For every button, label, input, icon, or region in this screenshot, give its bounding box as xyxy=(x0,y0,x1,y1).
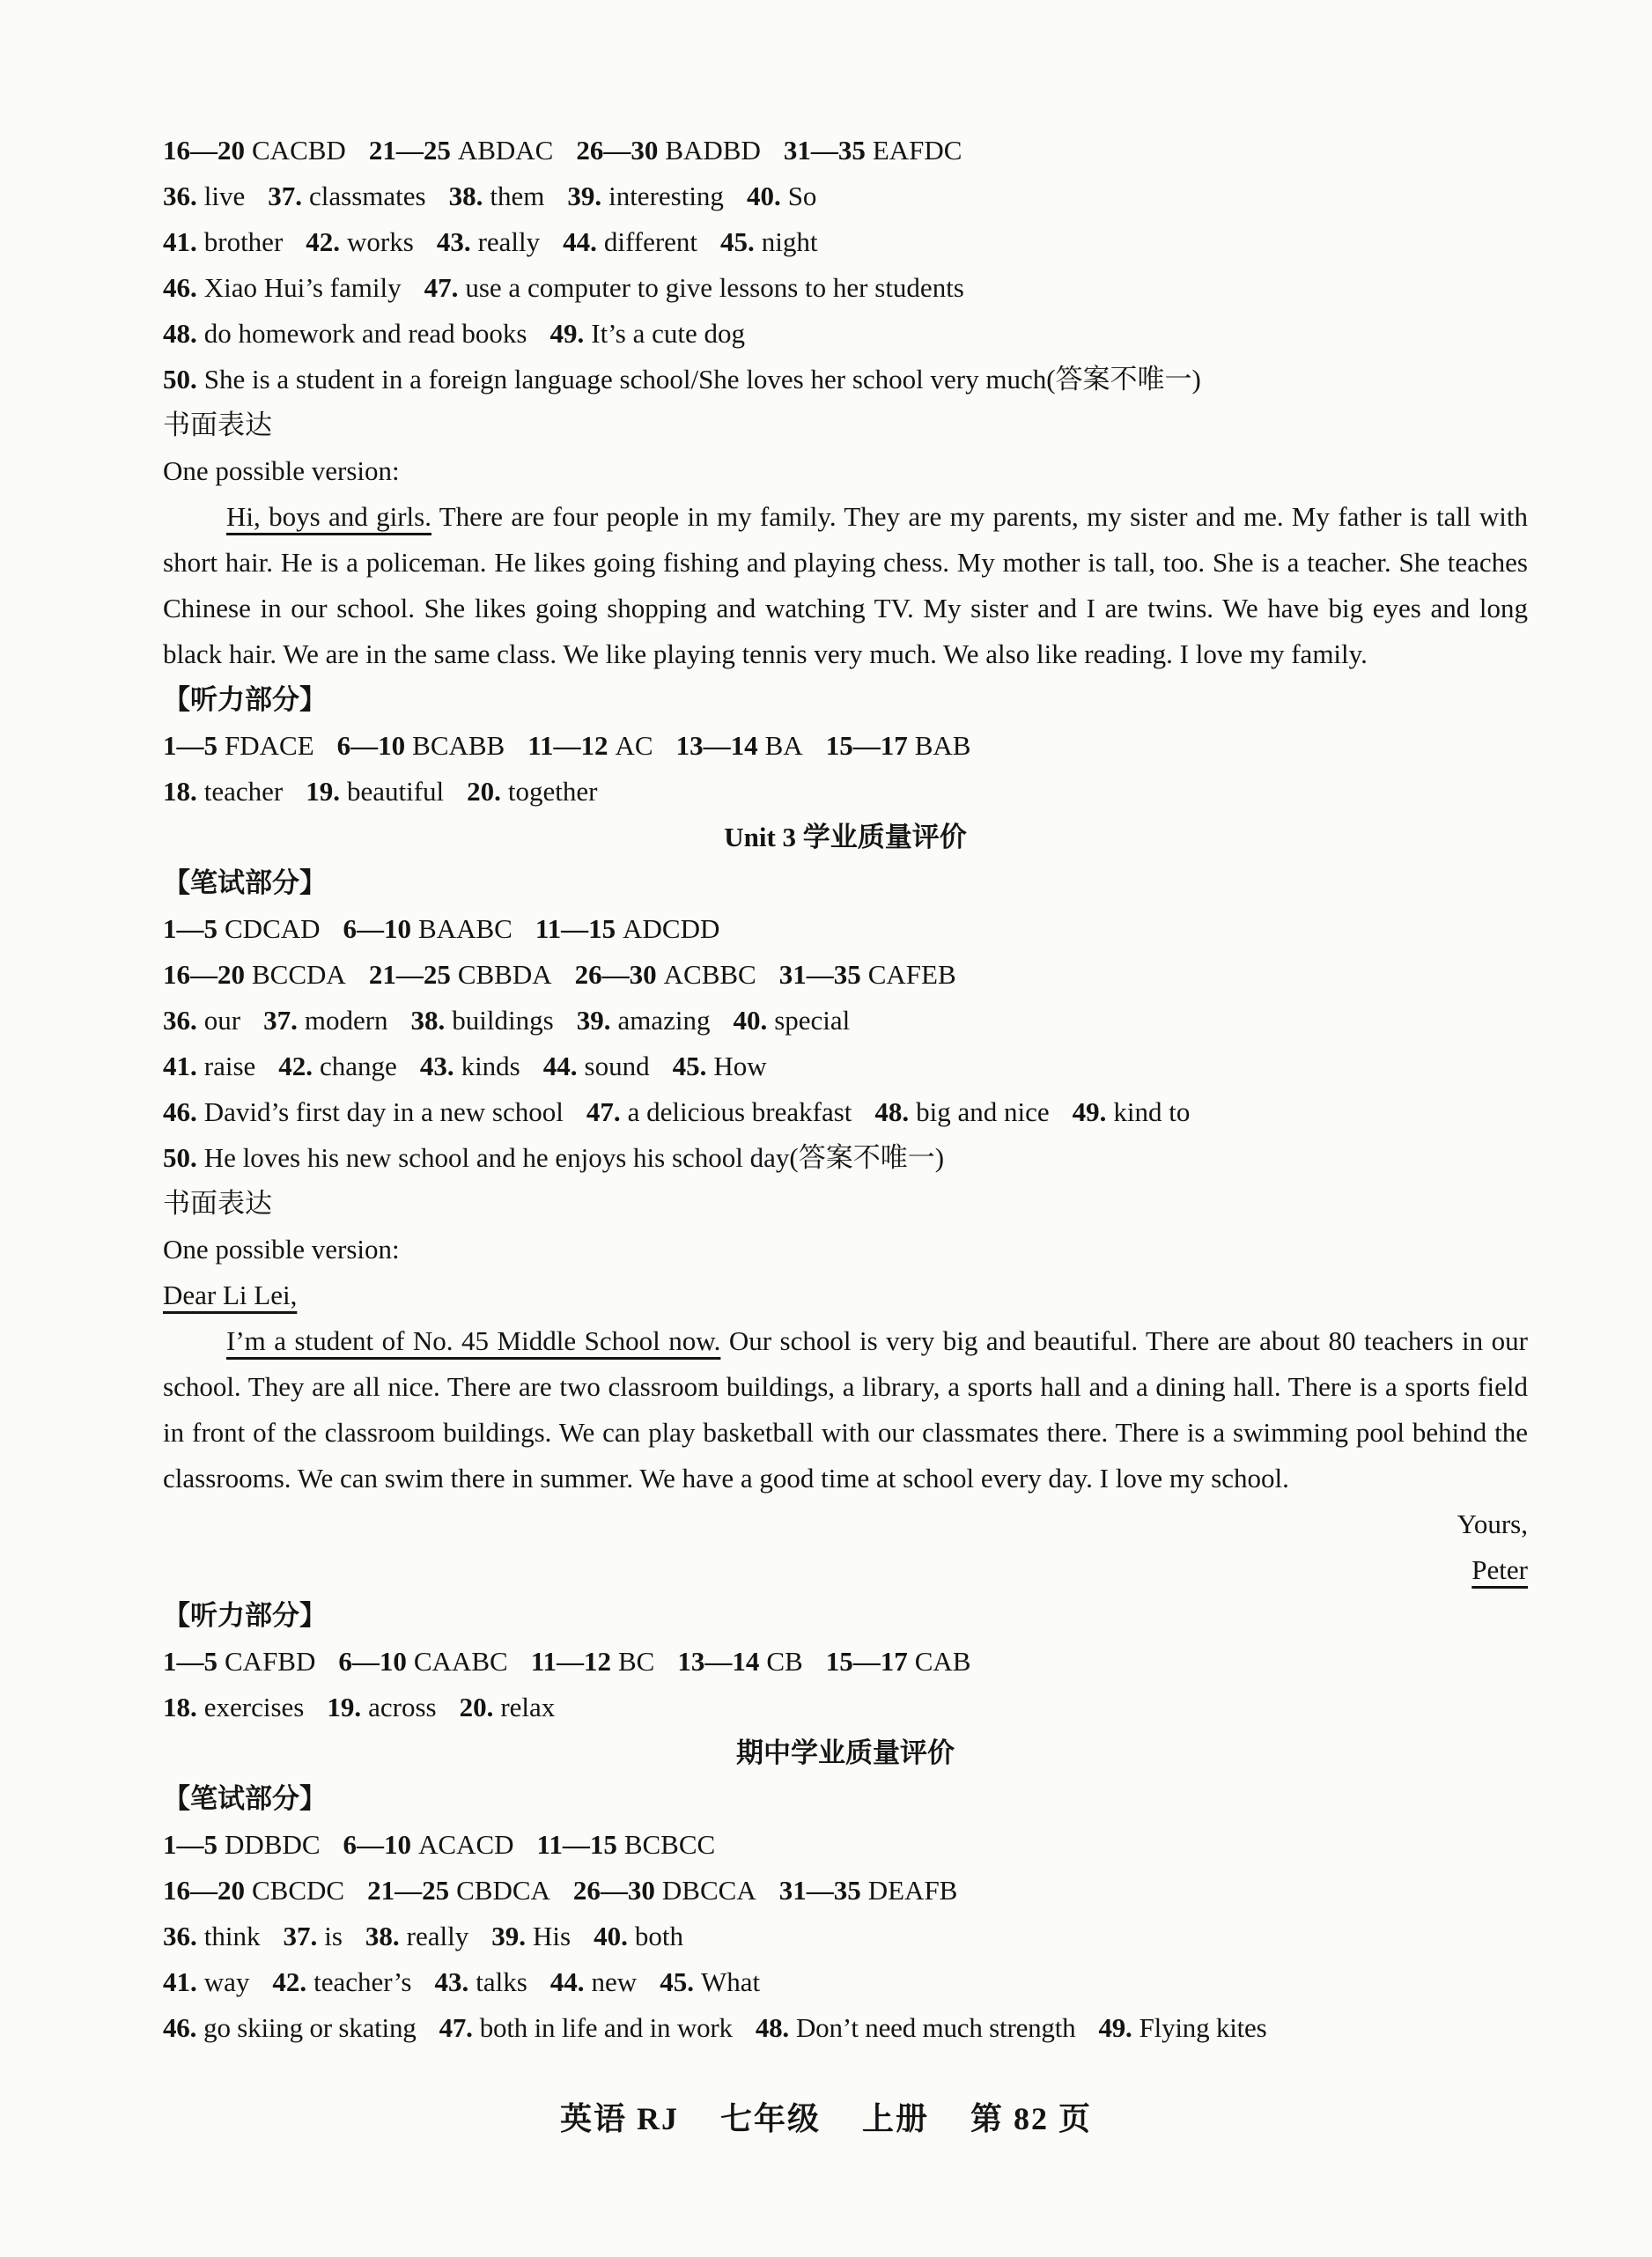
answer-text: EAFDC xyxy=(872,135,962,166)
answer-row xyxy=(163,1089,1528,1135)
question-number: 18. xyxy=(163,776,197,807)
question-number: 49. xyxy=(1072,1096,1107,1127)
question-number: 39. xyxy=(567,181,602,211)
answer-item xyxy=(163,1692,304,1722)
answer-item xyxy=(263,1005,387,1036)
question-number: 37. xyxy=(283,1921,318,1951)
answer-text: together xyxy=(507,776,598,807)
answer-text: David’s first day in a new school xyxy=(203,1096,564,1127)
question-number: 1—5 xyxy=(163,1829,218,1860)
question-number: 19. xyxy=(327,1692,362,1722)
answer-item xyxy=(733,1005,850,1036)
answer-text: BCCDA xyxy=(252,959,346,990)
answer-item xyxy=(163,135,346,166)
answer-item xyxy=(826,730,971,761)
question-number: 41. xyxy=(163,226,197,257)
answer-text: change xyxy=(320,1051,397,1081)
letter-signature: Peter xyxy=(1471,1554,1528,1585)
answer-item xyxy=(586,1096,852,1127)
question-number: 45. xyxy=(660,1966,694,1997)
question-number: 46. xyxy=(163,1096,197,1127)
listening-heading: 【听力部分】 xyxy=(163,684,327,715)
question-number: 26—30 xyxy=(576,135,659,166)
answer-text: our xyxy=(203,1005,241,1036)
answer-text: His xyxy=(533,1921,572,1951)
question-number: 47. xyxy=(586,1096,621,1127)
question-number: 41. xyxy=(163,1051,197,1081)
question-number: 40. xyxy=(733,1005,768,1036)
answer-item xyxy=(434,1966,527,1997)
answer-text: amazing xyxy=(617,1005,711,1036)
question-number: 45. xyxy=(720,226,755,257)
answer-text: BADBD xyxy=(665,135,761,166)
question-number: 21—25 xyxy=(368,959,451,990)
question-number: 38. xyxy=(410,1005,446,1036)
answer-text: So xyxy=(787,181,817,211)
answer-item xyxy=(543,1051,650,1081)
answer-text: CBCDC xyxy=(252,1875,345,1906)
answer-item xyxy=(365,1921,468,1951)
answer-item xyxy=(306,226,414,257)
question-number: 16—20 xyxy=(163,135,245,166)
answer-item xyxy=(163,226,283,257)
answer-text: CB xyxy=(766,1646,803,1677)
question-number: 49. xyxy=(1098,2012,1132,2043)
answer-item xyxy=(756,2012,1076,2043)
written-heading: 【笔试部分】 xyxy=(163,1783,327,1814)
answer-text: Don’t need much strength xyxy=(795,2012,1076,2043)
answer-text: talks xyxy=(476,1966,527,1997)
answer-row xyxy=(163,1044,1528,1089)
answer-item xyxy=(573,1875,756,1906)
question-number: 16—20 xyxy=(163,1875,245,1906)
answer-item xyxy=(575,959,756,990)
question-number: 48. xyxy=(163,318,197,349)
answer-text: BCABB xyxy=(412,730,505,761)
answer-item xyxy=(677,1646,802,1677)
question-number: 44. xyxy=(549,1966,585,1997)
answer-text: ACACD xyxy=(418,1829,514,1860)
answer-text: ACBBC xyxy=(663,959,756,990)
question-number: 43. xyxy=(419,1051,454,1081)
answer-text: classmates xyxy=(309,181,426,211)
question-number: 37. xyxy=(263,1005,298,1036)
answer-item xyxy=(163,1966,249,1997)
answer-row xyxy=(163,723,1528,769)
answer-text: kind to xyxy=(1113,1096,1191,1127)
written-heading: 【笔试部分】 xyxy=(163,867,327,898)
answer-text: way xyxy=(203,1966,250,1997)
footer-volume: 上册 xyxy=(861,2101,929,2136)
question-number: 26—30 xyxy=(572,1875,655,1906)
question-number: 21—25 xyxy=(368,135,451,166)
footer-page-number: 第 82 页 xyxy=(970,2101,1093,2136)
answer-item xyxy=(779,1875,958,1906)
question-number: 15—17 xyxy=(825,1646,908,1677)
answer-row xyxy=(163,769,1528,815)
answer-text: new xyxy=(591,1966,638,1997)
answer-text: Flying kites xyxy=(1139,2012,1267,2043)
answer-item xyxy=(369,959,552,990)
answer-row xyxy=(163,1914,1528,1959)
answer-item xyxy=(449,181,545,211)
answer-item xyxy=(576,135,761,166)
answer-item xyxy=(163,1875,344,1906)
question-number: 39. xyxy=(576,1005,611,1036)
answer-item xyxy=(531,1646,655,1677)
answer-row xyxy=(163,357,1528,402)
answer-item xyxy=(1098,2012,1266,2043)
question-number: 21—25 xyxy=(367,1875,450,1906)
answer-item xyxy=(779,959,956,990)
answer-text: a delicious breakfast xyxy=(627,1096,852,1127)
answer-text: BC xyxy=(617,1646,655,1677)
answer-text: modern xyxy=(304,1005,388,1036)
section-title-unit3: Unit 3 学业质量评价 xyxy=(724,822,967,852)
answer-text: ABDAC xyxy=(457,135,554,166)
answer-item xyxy=(367,1875,550,1906)
question-number: 48. xyxy=(755,2012,789,2043)
answer-item xyxy=(594,1921,683,1951)
question-number: 43. xyxy=(436,226,471,257)
question-number: 39. xyxy=(491,1921,526,1951)
question-number: 41. xyxy=(163,1966,197,1997)
answer-item xyxy=(163,1921,260,1951)
answer-item xyxy=(163,1051,255,1081)
answer-text: use a computer to give lessons to her students xyxy=(465,272,964,303)
answer-text: CAFBD xyxy=(225,1646,316,1677)
answer-text: live xyxy=(203,181,246,211)
question-number: 45. xyxy=(672,1051,707,1081)
question-number: 11—15 xyxy=(535,913,616,944)
answer-text: AC xyxy=(615,730,653,761)
answer-row xyxy=(163,2005,1528,2051)
question-number: 20. xyxy=(459,1692,494,1722)
answer-text: BCBCC xyxy=(623,1829,716,1860)
answer-item xyxy=(163,1096,564,1127)
answer-item xyxy=(163,318,527,349)
answer-item xyxy=(1073,1096,1191,1127)
question-number: 42. xyxy=(272,1966,307,1997)
answer-text: really xyxy=(406,1921,469,1951)
writing-heading: 书面表达 xyxy=(163,1188,272,1219)
question-number: 46. xyxy=(163,272,197,303)
section-title-midterm: 期中学业质量评价 xyxy=(736,1737,955,1768)
answer-item xyxy=(278,1051,397,1081)
question-number: 36. xyxy=(163,181,197,211)
question-number: 47. xyxy=(424,272,459,303)
answer-item xyxy=(411,1005,554,1036)
answer-item xyxy=(460,1692,556,1722)
answer-text: both in life and in work xyxy=(479,2012,733,2043)
answer-text: across xyxy=(368,1692,437,1722)
answer-item xyxy=(163,959,346,990)
answer-text: special xyxy=(774,1005,851,1036)
answer-item xyxy=(439,2012,733,2043)
question-number: 38. xyxy=(448,181,483,211)
question-number: 48. xyxy=(874,1096,910,1127)
answer-text: do homework and read books xyxy=(203,318,527,349)
question-number: 18. xyxy=(163,1692,197,1722)
answer-item xyxy=(163,913,321,944)
answer-item xyxy=(306,776,444,807)
answer-text: them xyxy=(490,181,545,211)
answer-text: teacher xyxy=(203,776,284,807)
answer-item xyxy=(327,1692,436,1722)
question-number: 19. xyxy=(306,776,340,807)
answer-text: night xyxy=(761,226,818,257)
answer-item xyxy=(283,1921,342,1951)
question-number: 40. xyxy=(594,1921,628,1951)
answer-text: CAABC xyxy=(413,1646,508,1677)
answer-text: DEAFB xyxy=(867,1875,958,1906)
listening-heading: 【听力部分】 xyxy=(163,1600,327,1631)
answer-item xyxy=(720,226,817,257)
question-number: 6—10 xyxy=(338,1646,407,1677)
answer-text: is xyxy=(324,1921,343,1951)
answer-text: raise xyxy=(203,1051,256,1081)
answer-item xyxy=(491,1921,571,1951)
answer-text: He loves his new school and he enjoys his school day(答案不唯一) xyxy=(203,1142,945,1173)
answer-text: really xyxy=(477,226,541,257)
answer-item xyxy=(163,181,245,211)
answer-item xyxy=(874,1096,1049,1127)
answer-text: buildings xyxy=(452,1005,554,1036)
question-number: 49. xyxy=(549,318,585,349)
answer-text: BAABC xyxy=(418,913,513,944)
answer-row xyxy=(163,173,1528,219)
question-number: 11—12 xyxy=(527,730,608,761)
question-number: 47. xyxy=(439,2012,473,2043)
question-number: 1—5 xyxy=(163,1646,218,1677)
answer-row xyxy=(163,906,1528,952)
answer-item xyxy=(337,730,505,761)
question-number: 38. xyxy=(365,1921,400,1951)
answer-row xyxy=(163,265,1528,311)
answer-row xyxy=(163,1135,1528,1181)
answer-text: relax xyxy=(500,1692,556,1722)
answer-item xyxy=(467,776,597,807)
essay-opening: I’m a student of No. 45 Middle School now. xyxy=(226,1325,721,1356)
question-number: 42. xyxy=(278,1051,313,1081)
answer-text: CBBDA xyxy=(457,959,552,990)
answer-item xyxy=(163,364,1201,395)
question-number: 40. xyxy=(746,181,781,211)
answer-item xyxy=(163,1005,240,1036)
answer-text: think xyxy=(203,1921,261,1951)
answer-text: works xyxy=(347,226,414,257)
answer-text: big and nice xyxy=(916,1096,1050,1127)
question-number: 20. xyxy=(467,776,501,807)
footer-subject: 英语 RJ xyxy=(559,2101,679,2136)
answer-item xyxy=(163,1142,944,1173)
answer-item xyxy=(163,272,402,303)
answer-text: interesting xyxy=(608,181,724,211)
answer-item xyxy=(535,913,720,944)
question-number: 16—20 xyxy=(163,959,245,990)
answer-text: FDACE xyxy=(225,730,314,761)
answer-item xyxy=(673,1051,767,1081)
answer-text: CAB xyxy=(914,1646,971,1677)
answer-text: CAFEB xyxy=(867,959,956,990)
answer-item xyxy=(437,226,540,257)
answer-item xyxy=(163,2012,417,2043)
question-number: 31—35 xyxy=(778,959,861,990)
question-number: 26—30 xyxy=(574,959,657,990)
answer-row xyxy=(163,1959,1528,2005)
answer-item xyxy=(826,1646,971,1677)
answer-text: ADCDD xyxy=(623,913,720,944)
answer-text: CDCAD xyxy=(225,913,321,944)
question-number: 6—10 xyxy=(343,913,412,944)
answer-row xyxy=(163,952,1528,998)
answer-item xyxy=(563,226,697,257)
answer-text: CBDCA xyxy=(456,1875,550,1906)
version-label: One possible version: xyxy=(163,455,400,486)
answer-item xyxy=(527,730,653,761)
version-label: One possible version: xyxy=(163,1234,400,1265)
question-number: 42. xyxy=(306,226,341,257)
question-number: 11—12 xyxy=(530,1646,611,1677)
question-number: 31—35 xyxy=(783,135,866,166)
answer-content xyxy=(163,128,1528,2051)
writing-heading: 书面表达 xyxy=(163,409,272,440)
answer-row xyxy=(163,1868,1528,1914)
answer-row xyxy=(163,128,1528,173)
answer-item xyxy=(163,1646,315,1677)
answer-item xyxy=(268,181,425,211)
footer-grade: 七年级 xyxy=(719,2101,821,2136)
answer-text: How xyxy=(713,1051,767,1081)
answer-item xyxy=(550,1966,637,1997)
answer-item xyxy=(343,1829,514,1860)
answer-item xyxy=(163,1829,321,1860)
question-number: 50. xyxy=(163,364,197,395)
answer-item xyxy=(747,181,817,211)
answer-item xyxy=(537,1829,716,1860)
answer-text: sound xyxy=(584,1051,650,1081)
answer-text: both xyxy=(634,1921,683,1951)
answer-row xyxy=(163,1822,1528,1868)
question-number: 6—10 xyxy=(343,1829,412,1860)
question-number: 1—5 xyxy=(163,730,218,761)
model-essay-school xyxy=(163,1318,1528,1501)
question-number: 37. xyxy=(268,181,302,211)
answer-item xyxy=(550,318,746,349)
answer-item xyxy=(369,135,554,166)
answer-item xyxy=(676,730,803,761)
question-number: 31—35 xyxy=(778,1875,861,1906)
answer-item xyxy=(343,913,513,944)
question-number: 6—10 xyxy=(336,730,406,761)
question-number: 11—15 xyxy=(536,1829,617,1860)
answer-item xyxy=(577,1005,711,1036)
answer-row xyxy=(163,1639,1528,1685)
answer-item xyxy=(660,1966,760,1997)
letter-closing: Yours, xyxy=(1457,1508,1528,1539)
answer-row xyxy=(163,219,1528,265)
answer-item xyxy=(338,1646,507,1677)
answer-text: It’s a cute dog xyxy=(591,318,746,349)
answer-row xyxy=(163,311,1528,357)
answer-text: go skiing or skating xyxy=(203,2012,417,2043)
answer-text: exercises xyxy=(203,1692,305,1722)
answer-row xyxy=(163,1685,1528,1730)
answer-item xyxy=(272,1966,411,1997)
question-number: 46. xyxy=(163,2012,197,2043)
question-number: 43. xyxy=(434,1966,469,1997)
answer-item xyxy=(163,776,283,807)
answer-text: beautiful xyxy=(346,776,445,807)
answer-text: kinds xyxy=(461,1051,520,1081)
answer-text: brother xyxy=(203,226,284,257)
answer-item xyxy=(567,181,724,211)
answer-text: Xiao Hui’s family xyxy=(203,272,402,303)
question-number: 13—14 xyxy=(677,1646,760,1677)
question-number: 44. xyxy=(542,1051,578,1081)
question-number: 36. xyxy=(163,1005,197,1036)
answer-item xyxy=(784,135,962,166)
answer-text: CACBD xyxy=(252,135,346,166)
answer-text: different xyxy=(603,226,698,257)
question-number: 36. xyxy=(163,1921,197,1951)
answer-item xyxy=(420,1051,520,1081)
letter-salutation: Dear Li Lei, xyxy=(163,1280,298,1310)
answer-text: DDBDC xyxy=(225,1829,321,1860)
page-footer xyxy=(0,2094,1652,2139)
answer-item xyxy=(163,730,314,761)
question-number: 44. xyxy=(563,226,597,257)
question-number: 15—17 xyxy=(825,730,908,761)
essay-opening: Hi, boys and girls. xyxy=(226,501,431,532)
question-number: 50. xyxy=(163,1142,197,1173)
question-number: 13—14 xyxy=(675,730,758,761)
answer-text: DBCCA xyxy=(661,1875,756,1906)
answer-row xyxy=(163,998,1528,1044)
answer-item xyxy=(424,272,964,303)
answer-text: BA xyxy=(764,730,803,761)
essay-body: There are four people in my family. They are my parents, my sister and me. My father is tall with short hair. He is a policeman. He likes going fishing and playing chess. My mother is tall, too. She is a teacher. She teaches Chinese in our school. She likes going shopping and watching TV. My sister and I are twins. We have big eyes and long black hair. We are in the same class. We like playing tennis very much. We also like reading. I love my family. xyxy=(163,501,1529,669)
answer-text: teacher’s xyxy=(313,1966,412,1997)
model-essay-family xyxy=(163,494,1528,677)
answer-text: What xyxy=(700,1966,761,1997)
essay-body: Our school is very big and beautiful. There are about 80 teachers in our school. They are all nice. There are two classroom buildings, a library, a sports hall and a dining hall. There is a sports field in front of the classroom buildings. We can play basketball with our classmates there. There is a swimming pool behind the classrooms. We can swim there in summer. We have a good time at school every day. I love my school. xyxy=(163,1325,1528,1494)
answer-text: She is a student in a foreign language school/She loves her school very much(答案不唯一) xyxy=(203,364,1201,395)
answer-text: BAB xyxy=(914,730,971,761)
question-number: 1—5 xyxy=(163,913,218,944)
